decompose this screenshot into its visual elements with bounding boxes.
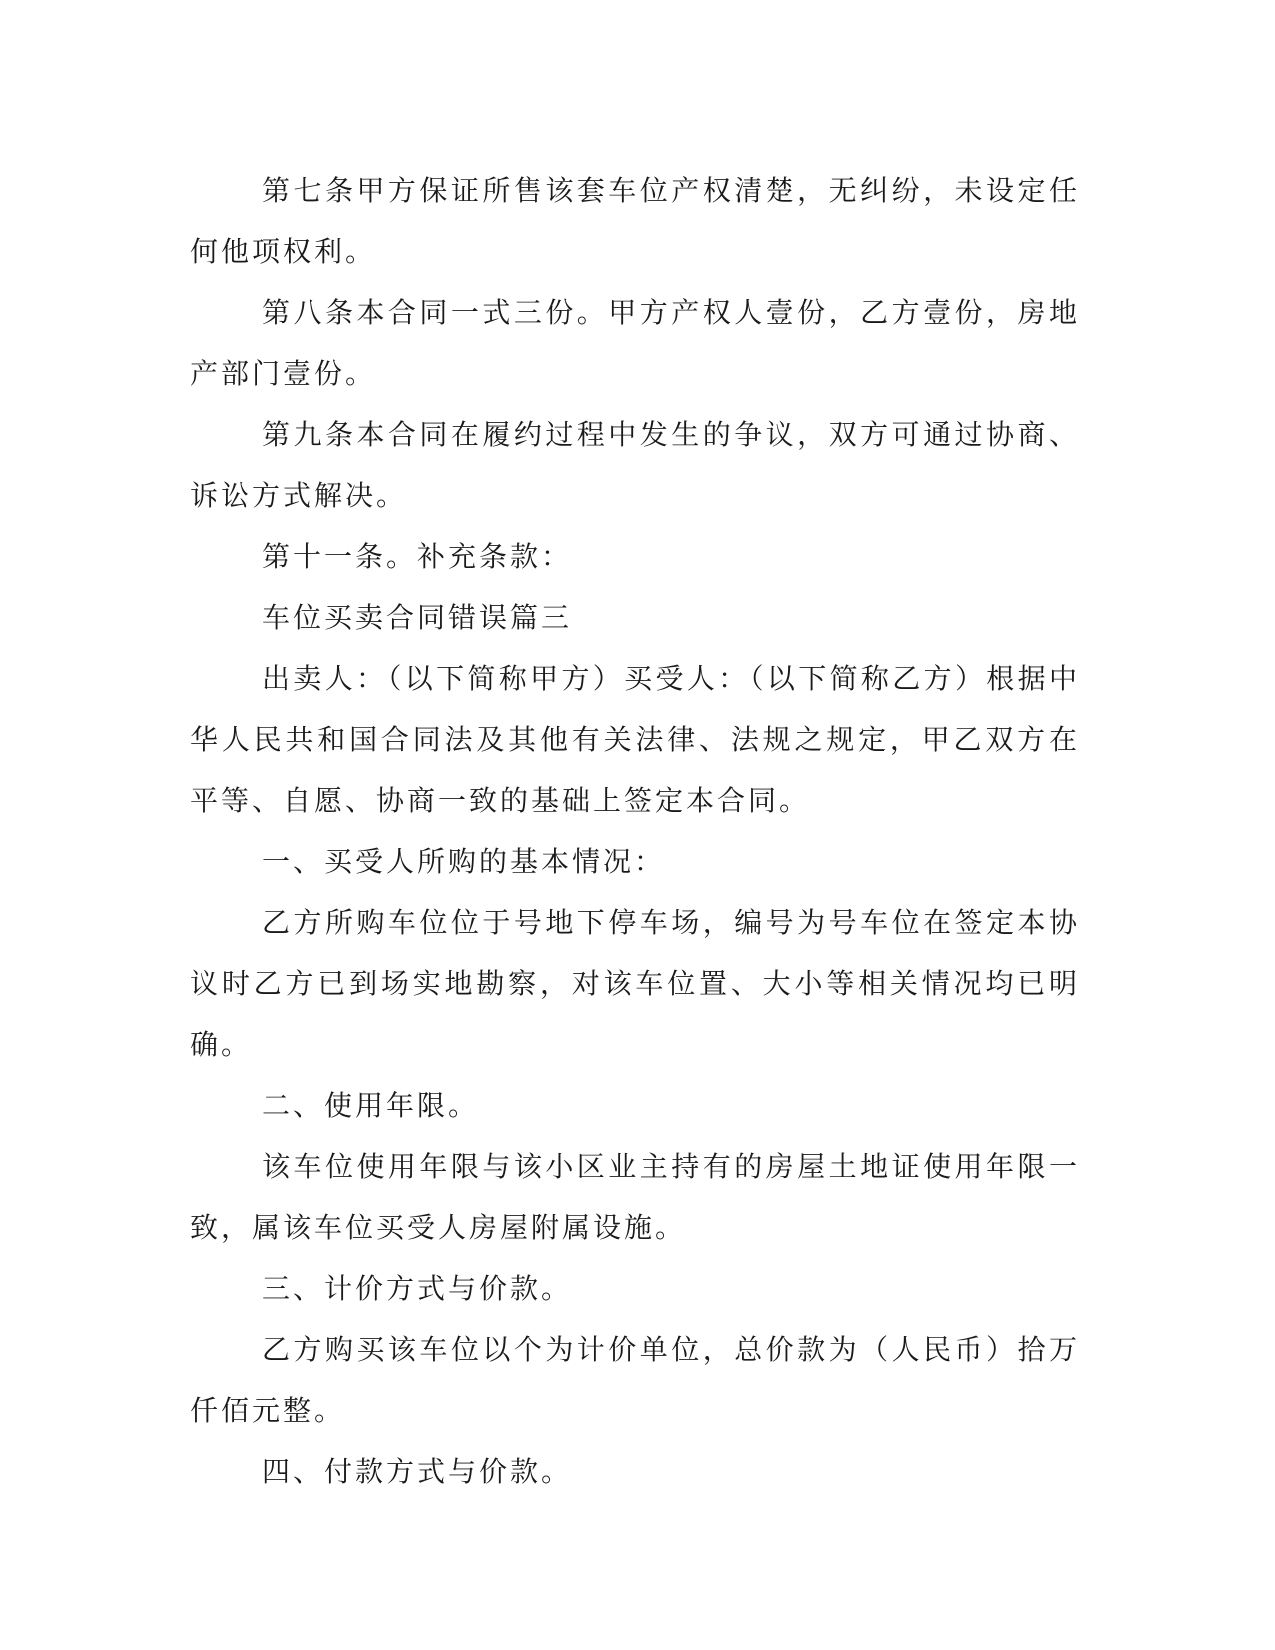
clause-11-heading: 第十一条。补充条款： (262, 540, 573, 573)
section-1-heading: 一、买受人所购的基本情况： (262, 845, 666, 878)
clause-8-paragraph: 第八条本合同一式三份。甲方产权人壹份，乙方壹份，房地产部门壹份。 (190, 296, 1080, 390)
document-body (190, 160, 1080, 1502)
section-2-heading: 二、使用年限。 (262, 1089, 480, 1122)
clause-7-paragraph: 第七条甲方保证所售该套车位产权清楚，无纠纷，未设定任何他项权利。 (190, 174, 1080, 268)
section-2-paragraph: 该车位使用年限与该小区业主持有的房屋土地证使用年限一致，属该车位买受人房屋附属设施。 (190, 1150, 1080, 1244)
section-1-paragraph: 乙方所购车位位于号地下停车场，编号为号车位在签定本协议时乙方已到场实地勘察，对该车位置、大小等相关情况均已明确。 (190, 906, 1080, 1061)
section-4-heading: 四、付款方式与价款。 (262, 1455, 573, 1488)
section-3-paragraph: 乙方购买该车位以个为计价单位，总价款为（人民币）拾万仟佰元整。 (190, 1333, 1080, 1427)
parties-paragraph: 出卖人：（以下简称甲方）买受人：（以下简称乙方）根据中华人民共和国合同法及其他有关法律、法规之规定，甲乙双方在平等、自愿、协商一致的基础上签定本合同。 (190, 662, 1080, 817)
clause-9-paragraph: 第九条本合同在履约过程中发生的争议，双方可通过协商、诉讼方式解决。 (190, 418, 1080, 512)
section-title: 车位买卖合同错误篇三 (262, 601, 573, 634)
section-3-heading: 三、计价方式与价款。 (262, 1272, 573, 1305)
